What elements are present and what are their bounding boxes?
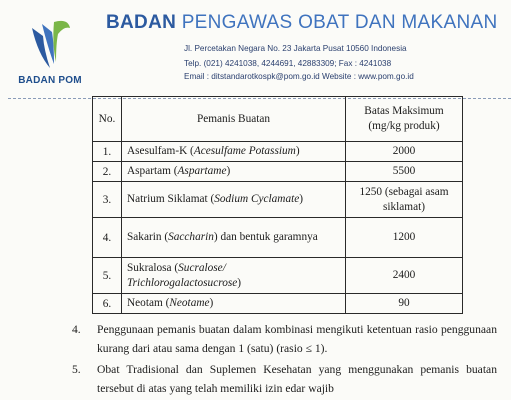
max-limit-value: 5500 [346,162,463,182]
table-row [93,182,463,218]
table-row [93,294,463,314]
item-number: 4. [72,323,81,336]
sweetener-name [122,258,346,294]
sweetener-name-suffix: ) [226,165,231,177]
row-number: 3. [93,182,122,218]
sweetener-name-english: Aspartame [177,165,227,177]
sweetener-name [122,182,346,218]
letterhead [0,0,511,100]
row-number: 1. [93,142,122,162]
sweetener-name-english: Saccharin [168,231,214,243]
header-max-limit [346,97,463,142]
sweetener-name-local: Sukralosa ( [127,261,179,274]
sweetener-name-english: Acesulfame Potassium [193,145,296,157]
max-limit-value: 2000 [346,142,463,162]
email-website-line: Email : ditstandarotkospk@pom.go.id Website : www.pom.go.id [184,72,414,81]
phone-line: Telp. (021) 4241038, 4244691, 42883309; Fax : 4241038 [184,59,392,68]
row-number: 6. [93,294,122,314]
badan-pom-logo [10,14,90,92]
numbered-item [72,360,497,398]
row-number: 5. [93,258,122,294]
sweetener-name-local: Natrium Siklamat ( [127,193,215,205]
numbered-item [72,320,497,358]
sweetener-name [122,142,346,162]
row-number: 4. [93,218,122,258]
sweetener-name-english: Neotame [169,297,210,309]
sweetener-limits-table [92,96,463,314]
sweetener-name-english: Sucralose/ Trichlorogalactosucrose [127,261,238,289]
row-number: 2. [93,162,122,182]
address-line: Jl. Percetakan Negara No. 23 Jakarta Pusat 10560 Indonesia [184,44,407,53]
sweetener-name-suffix: ) [295,145,300,157]
sweetener-name [122,294,346,314]
max-limit-value: 2400 [346,258,463,294]
sweetener-name-suffix: ) [209,297,214,309]
organization-name [106,12,497,34]
header-max-line2: (mg/kg produk) [368,120,440,132]
header-max-line1: Batas Maksimum [364,105,444,117]
sweetener-name-local: Asesulfam-K ( [127,145,194,157]
sweetener-name [122,218,346,258]
table-row [93,218,463,258]
max-limit-value: 1250 (sebagai asam siklamat) [346,182,463,218]
table-row [93,162,463,182]
org-name-part1: BADAN [106,12,177,33]
max-limit-value: 1200 [346,218,463,258]
table-row [93,142,463,162]
item-text: Penggunaan pemanis buatan dalam kombinasi mengikuti ketentuan rasio penggunaan kurang dari atau sama dengan 1 (satu) (rasio ≤ 1). [97,323,497,355]
header-no: No. [93,97,122,142]
pom-emblem-icon [28,14,74,74]
table-header-row [93,97,463,142]
item-text: Obat Tradisional dan Suplemen Kesehatan yang menggunakan pemanis buatan tersebut di atas yang telah memiliki izin edar wajib [97,363,497,395]
table-row [93,258,463,294]
sweetener-name-suffix: ) dan bentuk garamnya [213,231,318,243]
org-name-part2: PENGAWAS OBAT DAN MAKANAN [181,12,498,33]
sweetener-name-local: Neotam ( [127,297,170,309]
sweetener-name-suffix: ) [237,276,242,289]
sweetener-name-english: Sodium Cyclamate [214,193,300,205]
header-sweetener: Pemanis Buatan [122,97,346,142]
max-limit-value: 90 [346,294,463,314]
sweetener-name-local: Aspartam ( [127,165,178,177]
item-number: 5. [72,363,81,376]
sweetener-name-local: Sakarin ( [127,231,169,243]
logo-text: BADAN POM [18,75,82,86]
sweetener-name [122,162,346,182]
sweetener-name-suffix: ) [299,193,304,205]
